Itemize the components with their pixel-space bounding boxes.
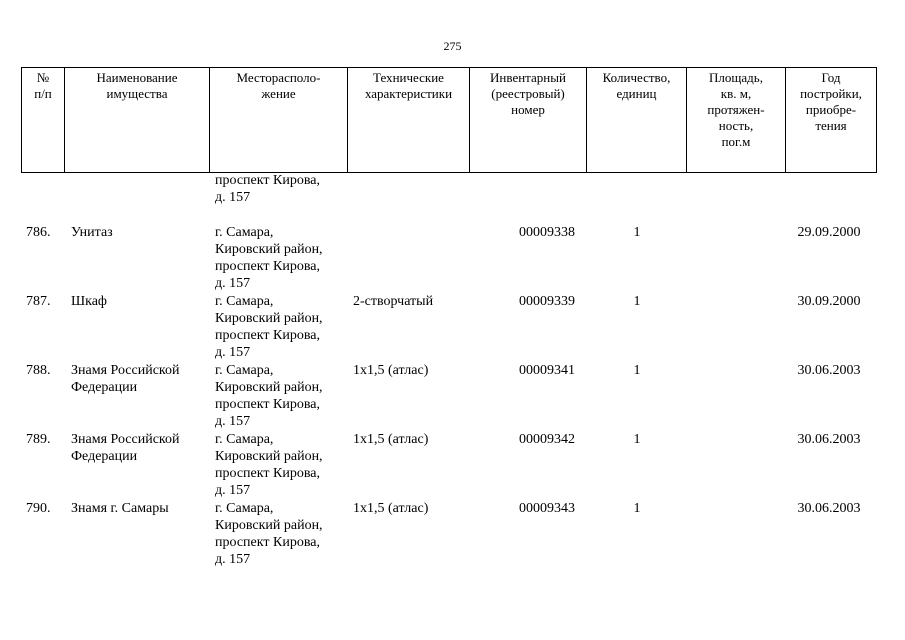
header-cell-name: Наименование имущества xyxy=(65,68,210,173)
row-technical: 2-створчатый xyxy=(353,294,434,309)
row-quantity: 1 xyxy=(633,225,641,240)
row-location: г. Самара, Кировский район, проспект Кирова, д. 157 xyxy=(215,501,323,567)
row-inventory: 00009342 xyxy=(519,432,575,447)
row-number: 786. xyxy=(26,225,51,240)
table-row xyxy=(21,431,876,500)
row-number: 789. xyxy=(26,432,51,447)
header-cell-area: Площадь, кв. м, протяжен- ность, пог.м xyxy=(687,68,786,173)
table-body xyxy=(21,172,876,569)
header-cell-quantity: Количество, единиц xyxy=(587,68,687,173)
row-number: 790. xyxy=(26,501,51,516)
row-inventory: 00009338 xyxy=(519,225,575,240)
row-inventory: 00009341 xyxy=(519,363,575,378)
header-cell-year: Год постройки, приобре- тения xyxy=(786,68,877,173)
continued-row xyxy=(21,172,876,224)
row-inventory: 00009339 xyxy=(519,294,575,309)
table-header xyxy=(21,67,877,173)
row-year: 30.06.2003 xyxy=(797,501,861,516)
continued-location: проспект Кирова, д. 157 xyxy=(215,173,320,205)
row-location: г. Самара, Кировский район, проспект Кирова, д. 157 xyxy=(215,294,323,360)
row-technical: 1x1,5 (атлас) xyxy=(353,501,429,516)
row-quantity: 1 xyxy=(633,432,641,447)
row-name: Шкаф xyxy=(71,294,107,309)
row-inventory: 00009343 xyxy=(519,501,575,516)
row-technical: 1x1,5 (атлас) xyxy=(353,363,429,378)
row-year: 29.09.2000 xyxy=(797,225,861,240)
row-number: 787. xyxy=(26,294,51,309)
page-number: 275 xyxy=(443,39,462,53)
header-cell-technical: Технические характеристики xyxy=(348,68,470,173)
row-year: 30.06.2003 xyxy=(797,363,861,378)
row-name: Знамя Российской Федерации xyxy=(71,363,180,395)
row-name: Знамя г. Самары xyxy=(71,501,169,516)
row-technical: 1x1,5 (атлас) xyxy=(353,432,429,447)
table-row xyxy=(21,362,876,431)
table-row xyxy=(21,500,876,569)
row-name: Унитаз xyxy=(71,225,113,240)
table-row xyxy=(21,224,876,293)
row-quantity: 1 xyxy=(633,294,641,309)
row-number: 788. xyxy=(26,363,51,378)
row-location: г. Самара, Кировский район, проспект Кирова, д. 157 xyxy=(215,363,323,429)
row-location: г. Самара, Кировский район, проспект Кирова, д. 157 xyxy=(215,432,323,498)
row-quantity: 1 xyxy=(633,363,641,378)
header-cell-number: № п/п xyxy=(22,68,65,173)
header-cell-location: Месторасполо- жение xyxy=(210,68,348,173)
row-year: 30.09.2000 xyxy=(797,294,861,309)
row-name: Знамя Российской Федерации xyxy=(71,432,180,464)
row-location: г. Самара, Кировский район, проспект Кирова, д. 157 xyxy=(215,225,323,291)
row-quantity: 1 xyxy=(633,501,641,516)
header-cell-inventory: Инвентарный (реестровый) номер xyxy=(470,68,587,173)
table-row xyxy=(21,293,876,362)
row-year: 30.06.2003 xyxy=(797,432,861,447)
